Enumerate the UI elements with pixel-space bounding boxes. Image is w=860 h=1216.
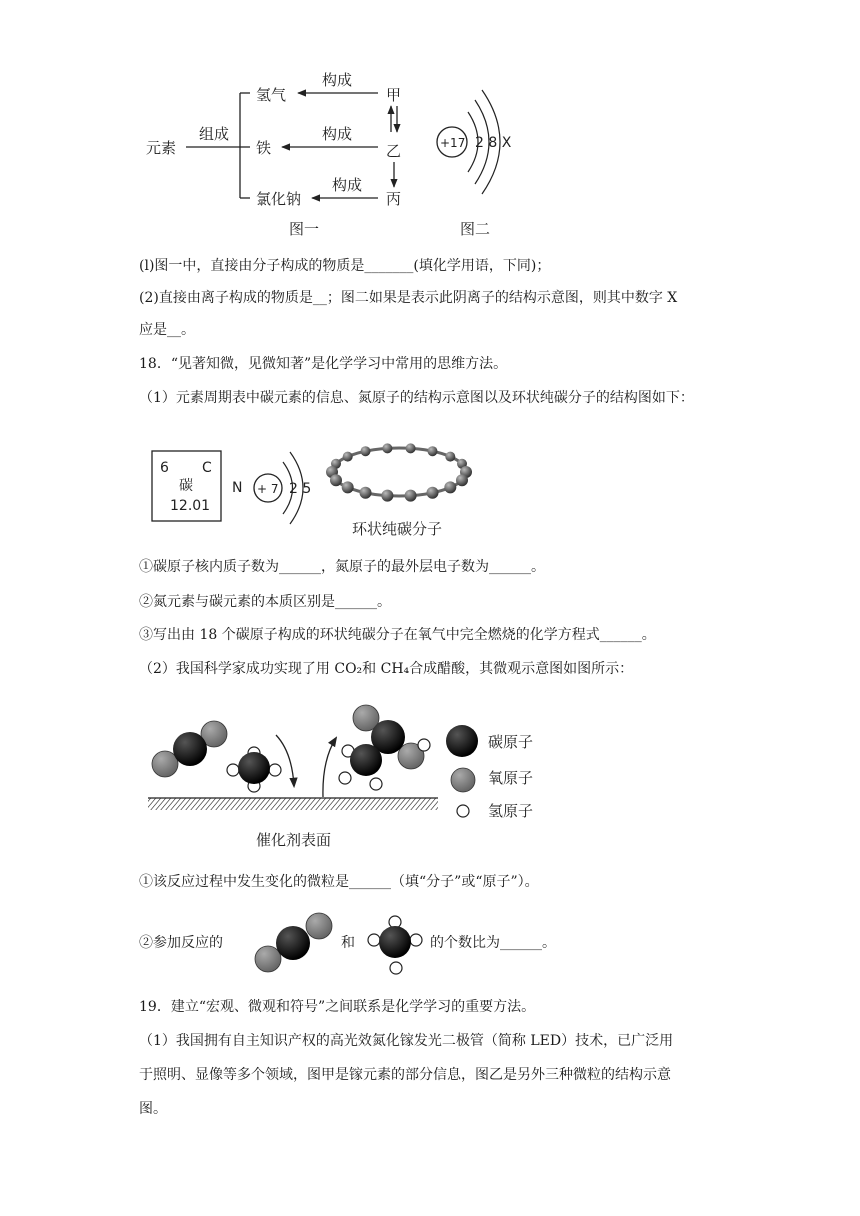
carbon-symbol: C	[202, 460, 212, 476]
ring-carbon-atom	[381, 490, 393, 502]
ring-carbon-atom	[428, 446, 438, 456]
ring-carbon-atom	[405, 490, 417, 502]
inline-co2-molecule	[255, 913, 332, 972]
q19-line-2: 于照明、显像等多个领域，图甲是镓元素的部分信息，图乙是另外三种微粒的结构示意	[139, 1067, 671, 1083]
q18-part1-intro: （1）元素周期表中碳元素的信息、氮原子的结构示意图以及环状纯碳分子的结构图如下：	[139, 390, 694, 406]
carbon-atomic-number: 6	[160, 460, 169, 476]
q18-part2-intro: （2）我国科学家成功实现了用 CO₂和 CH₄合成醋酸，其微观示意图如图所示：	[139, 661, 634, 677]
arrow-down	[276, 735, 294, 786]
ring-carbon-atom	[343, 452, 353, 462]
fig2-caption: 图二	[460, 220, 491, 238]
ring-carbon-atom	[361, 446, 371, 456]
ring-carbon-atom	[342, 481, 354, 493]
q18-sub-5b: 和	[341, 935, 355, 951]
legend-oxygen-icon	[451, 768, 475, 792]
fig1-caption: 图一	[289, 220, 320, 238]
q18-figure-1	[0, 420, 860, 545]
nitrogen-nucleus-charge: + 7	[257, 482, 279, 496]
legend	[446, 725, 478, 817]
arrow-up	[323, 738, 336, 797]
inline-ch4-molecule	[368, 916, 422, 974]
legend-hydrogen-icon	[457, 805, 469, 817]
q17-line-3: 应是__。	[139, 322, 195, 338]
q19-title: 19．建立“宏观、微观和符号”之间联系是化学学习的重要方法。	[139, 999, 536, 1015]
nitrogen-symbol: N	[232, 480, 243, 496]
cyclocarbon-ring	[326, 443, 472, 501]
co2-molecule	[152, 721, 227, 777]
q17-line-2: (2)直接由离子构成的物质是__；图二如果是表示此阴离子的结构示意图，则其中数字 X	[139, 290, 678, 306]
ch4-molecule	[227, 747, 281, 792]
fig1-element-label: 元素	[146, 139, 177, 157]
ring-carbon-atom	[360, 487, 372, 499]
fig1-nacl-label: 氯化钠	[256, 190, 302, 208]
q18-sub-4: ①该反应过程中发生变化的微粒是______（填“分子”或“原子”）。	[139, 874, 539, 890]
figure-1-2	[0, 0, 860, 250]
q19-line-3: 图。	[139, 1101, 167, 1117]
nitrogen-shell-electrons: 2 5	[289, 481, 312, 497]
ring-carbon-atom	[382, 443, 392, 453]
fig1-constitute-label-3: 构成	[332, 176, 363, 194]
ring-carbon-atom	[444, 481, 456, 493]
catalyst-surface	[148, 798, 438, 810]
acetic-acid-molecule	[339, 705, 430, 790]
q17-line-1: (l)图一中，直接由分子构成的物质是_______(填化学用语，下同)；	[139, 258, 551, 274]
q18-sub-5a: ②参加反应的	[139, 935, 223, 951]
fig1-tree-lines	[186, 93, 250, 198]
ring-caption: 环状纯碳分子	[352, 520, 443, 538]
legend-oxygen-label: 氧原子	[488, 769, 534, 787]
fig1-yi-label: 乙	[386, 142, 402, 160]
fig1-compose-label: 组成	[199, 125, 230, 143]
fig2-nucleus-charge: +17	[440, 136, 466, 150]
q18-sub-2: ②氮元素与碳元素的本质区别是______。	[139, 594, 391, 610]
q18-title: 18．“见著知微，见微知著”是化学学习中常用的思维方法。	[139, 356, 508, 372]
legend-hydrogen-label: 氢原子	[488, 802, 534, 820]
q19-line-1: （1）我国拥有自主知识产权的高光效氮化镓发光二极管（简称 LED）技术，已广泛用	[139, 1033, 674, 1049]
fig1-jia-label: 甲	[386, 86, 402, 104]
ring-carbon-atom	[330, 474, 342, 486]
q18-sub-5c: 的个数比为______。	[430, 935, 556, 951]
ring-carbon-atom	[445, 452, 455, 462]
q18-sub-1: ①碳原子核内质子数为______，氮原子的最外层电子数为______。	[139, 559, 545, 575]
fig1-arrows	[282, 93, 378, 198]
fig1-iron-label: 铁	[256, 139, 272, 157]
legend-carbon-icon	[446, 725, 478, 757]
q18-reaction-diagram	[0, 695, 860, 855]
ring-carbon-atom	[427, 487, 439, 499]
fig1-constitute-label-2: 构成	[322, 125, 353, 143]
ring-carbon-atom	[456, 474, 468, 486]
ring-carbon-atom	[406, 443, 416, 453]
q18-sub-3: ③写出由 18 个碳原子构成的环状纯碳分子在氧气中完全燃烧的化学方程式______。	[139, 627, 656, 643]
catalyst-label: 催化剂表面	[256, 831, 332, 849]
carbon-atomic-mass: 12.01	[170, 498, 211, 514]
fig1-constitute-label-1: 构成	[322, 71, 353, 89]
legend-carbon-label: 碳原子	[488, 733, 534, 751]
fig1-bing-label: 丙	[386, 190, 402, 208]
fig1-hydrogen-label: 氢气	[256, 86, 287, 104]
fig2-shell-electrons: 2 8 X	[475, 135, 512, 151]
q18-sub-5-molecules	[250, 908, 430, 978]
carbon-name: 碳	[179, 478, 193, 494]
